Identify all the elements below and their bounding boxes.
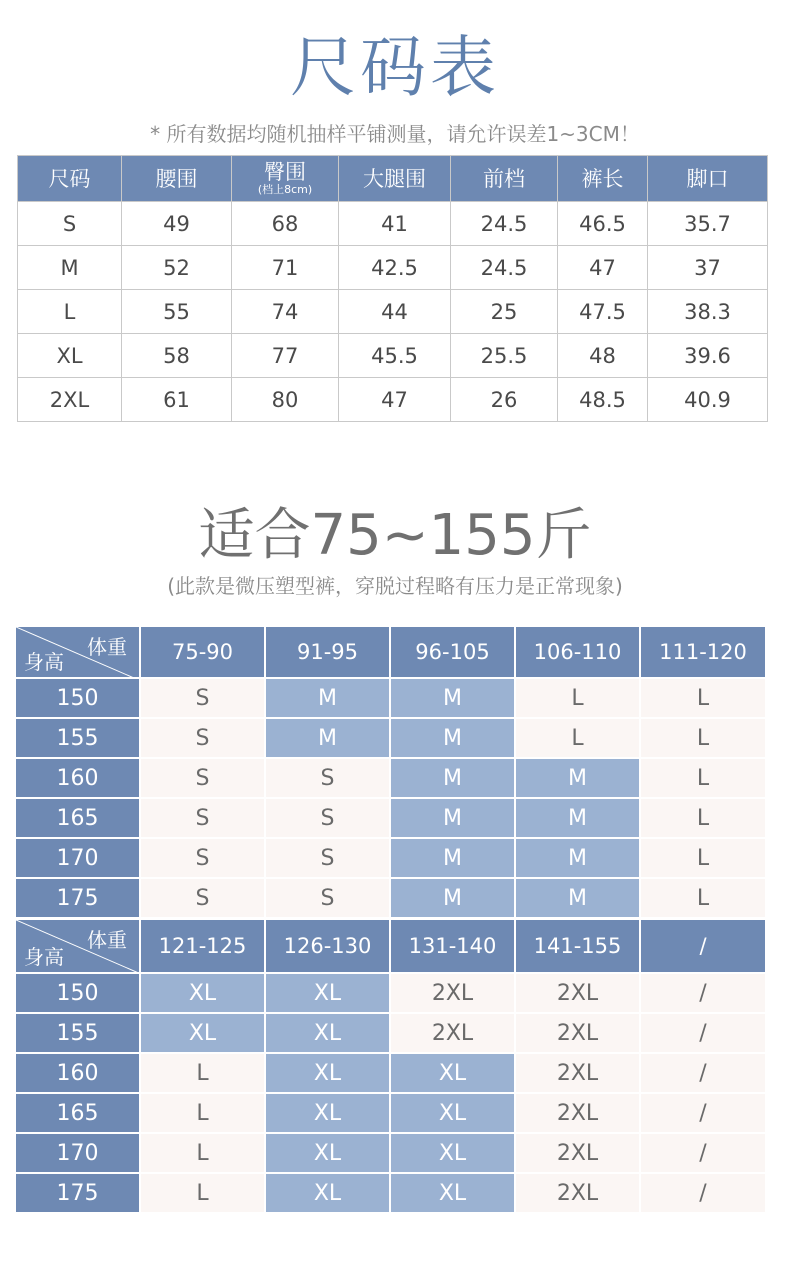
size-cell: S (141, 759, 266, 799)
size-cell: XL (391, 1054, 516, 1094)
size-cell: M (391, 719, 516, 759)
corner-weight-label: 体重 (87, 635, 127, 659)
header-leg-opening: 脚口 (648, 156, 768, 202)
height-header: 155 (16, 719, 141, 759)
size-cell: L (641, 879, 767, 919)
size-table-cell: 49 (122, 202, 232, 246)
size-table-row (18, 202, 768, 246)
size-table-cell: 47 (558, 246, 648, 290)
header-length: 裤长 (558, 156, 648, 202)
size-cell: / (641, 1014, 767, 1054)
size-cell: / (641, 1134, 767, 1174)
size-table-cell: 24.5 (451, 202, 558, 246)
size-cell: 2XL (516, 974, 641, 1014)
size-cell: L (141, 1134, 266, 1174)
size-cell: M (516, 879, 641, 919)
header-size: 尺码 (18, 156, 122, 202)
page-title: 尺码表 (290, 29, 500, 106)
header-hip-sub: (档上8cm) (257, 183, 313, 196)
size-cell: XL (266, 1054, 391, 1094)
size-cell: S (266, 799, 391, 839)
size-table-cell: 74 (232, 290, 339, 334)
corner-weight-label: 体重 (87, 928, 127, 952)
weight-header: 141-155 (516, 920, 641, 974)
size-table-row (18, 378, 768, 422)
size-cell: M (516, 839, 641, 879)
height-header: 150 (16, 679, 141, 719)
height-header: 165 (16, 799, 141, 839)
size-cell: L (141, 1054, 266, 1094)
size-cell: L (641, 679, 767, 719)
size-cell: 2XL (516, 1174, 641, 1214)
size-table-body (18, 202, 768, 422)
size-table (17, 155, 768, 422)
size-table-cell: 58 (122, 334, 232, 378)
size-cell: M (516, 799, 641, 839)
size-cell: S (141, 839, 266, 879)
weight-header: 106-110 (516, 627, 641, 679)
size-cell: / (641, 1054, 767, 1094)
size-cell: 2XL (516, 1014, 641, 1054)
height-header: 150 (16, 974, 141, 1014)
size-table-cell: 26 (451, 378, 558, 422)
size-table-cell: 38.3 (648, 290, 768, 334)
size-cell: S (141, 879, 266, 919)
size-table-cell: 25.5 (451, 334, 558, 378)
height-header: 170 (16, 839, 141, 879)
size-cell: XL (266, 974, 391, 1014)
size-recommendation-grid-2 (16, 920, 767, 1214)
corner-height-label: 身高 (24, 650, 64, 674)
weight-header: 121-125 (141, 920, 266, 974)
size-cell: 2XL (516, 1054, 641, 1094)
size-table-cell: 80 (232, 378, 339, 422)
size-table-cell: 52 (122, 246, 232, 290)
size-cell: 2XL (391, 1014, 516, 1054)
height-header: 165 (16, 1094, 141, 1134)
size-cell: M (516, 759, 641, 799)
size-cell: M (391, 799, 516, 839)
size-table-cell: 46.5 (558, 202, 648, 246)
size-cell: S (266, 879, 391, 919)
size-table-cell: 68 (232, 202, 339, 246)
size-cell: / (641, 974, 767, 1014)
size-cell: L (141, 1174, 266, 1214)
size-table-cell: 45.5 (339, 334, 451, 378)
size-table-cell: 2XL (18, 378, 122, 422)
header-hip-label: 臀围 (264, 160, 306, 184)
header-front-rise: 前档 (451, 156, 558, 202)
height-header: 155 (16, 1014, 141, 1054)
size-cell: M (266, 679, 391, 719)
size-table-cell: 47.5 (558, 290, 648, 334)
size-cell: L (641, 719, 767, 759)
size-cell: / (641, 1094, 767, 1134)
size-cell: XL (266, 1174, 391, 1214)
size-cell: M (391, 839, 516, 879)
weight-header: 91-95 (266, 627, 391, 679)
size-table-row (18, 290, 768, 334)
size-cell: XL (266, 1134, 391, 1174)
header-hip (232, 156, 339, 202)
size-table-cell: 37 (648, 246, 768, 290)
size-cell: M (391, 679, 516, 719)
weight-range-title: 适合75~155斤 (198, 503, 592, 568)
compression-note: (此款是微压塑型裤，穿脱过程略有压力是正常现象) (167, 574, 623, 598)
size-table-cell: M (18, 246, 122, 290)
height-header: 170 (16, 1134, 141, 1174)
size-cell: M (266, 719, 391, 759)
size-table-row (18, 246, 768, 290)
size-cell: M (391, 759, 516, 799)
size-cell: 2XL (516, 1094, 641, 1134)
size-cell: 2XL (516, 1134, 641, 1174)
size-cell: L (641, 759, 767, 799)
size-table-cell: 39.6 (648, 334, 768, 378)
size-cell: S (266, 839, 391, 879)
size-cell: XL (391, 1094, 516, 1134)
size-table-cell: 77 (232, 334, 339, 378)
size-cell: S (266, 759, 391, 799)
weight-header: 96-105 (391, 627, 516, 679)
height-header: 160 (16, 1054, 141, 1094)
size-table-cell: 48 (558, 334, 648, 378)
size-table-cell: 44 (339, 290, 451, 334)
size-table-cell: 25 (451, 290, 558, 334)
size-table-cell: 47 (339, 378, 451, 422)
weight-header: 126-130 (266, 920, 391, 974)
size-table-cell: 48.5 (558, 378, 648, 422)
weight-header: / (641, 920, 767, 974)
corner-header (16, 920, 141, 974)
size-cell: L (516, 719, 641, 759)
measurement-note: * 所有数据均随机抽样平铺测量，请允许误差1~3CM！ (150, 122, 640, 146)
size-cell: XL (391, 1134, 516, 1174)
size-cell: S (141, 719, 266, 759)
size-table-cell: 42.5 (339, 246, 451, 290)
corner-height-label: 身高 (24, 945, 64, 969)
size-table-header-row (18, 156, 768, 202)
size-table-cell: 55 (122, 290, 232, 334)
header-waist: 腰围 (122, 156, 232, 202)
size-table-cell: 35.7 (648, 202, 768, 246)
size-cell: L (516, 679, 641, 719)
header-thigh: 大腿围 (339, 156, 451, 202)
size-cell: XL (266, 1094, 391, 1134)
size-cell: L (641, 799, 767, 839)
height-header: 160 (16, 759, 141, 799)
size-table-cell: L (18, 290, 122, 334)
size-cell: S (141, 679, 266, 719)
height-header: 175 (16, 1174, 141, 1214)
size-table-row (18, 334, 768, 378)
size-cell: XL (391, 1174, 516, 1214)
size-cell: / (641, 1174, 767, 1214)
size-table-cell: 71 (232, 246, 339, 290)
size-table-cell: XL (18, 334, 122, 378)
size-recommendation-grid-1 (16, 627, 767, 919)
height-header: 175 (16, 879, 141, 919)
size-cell: L (641, 839, 767, 879)
size-cell: S (141, 799, 266, 839)
size-table-cell: 40.9 (648, 378, 768, 422)
size-table-cell: 41 (339, 202, 451, 246)
weight-header: 111-120 (641, 627, 767, 679)
size-cell: 2XL (391, 974, 516, 1014)
size-table-cell: S (18, 202, 122, 246)
size-cell: L (141, 1094, 266, 1134)
weight-header: 75-90 (141, 627, 266, 679)
corner-header (16, 627, 141, 679)
size-cell: M (391, 879, 516, 919)
size-table-cell: 61 (122, 378, 232, 422)
weight-header: 131-140 (391, 920, 516, 974)
size-cell: XL (266, 1014, 391, 1054)
size-cell: XL (141, 1014, 266, 1054)
size-cell: XL (141, 974, 266, 1014)
size-table-cell: 24.5 (451, 246, 558, 290)
